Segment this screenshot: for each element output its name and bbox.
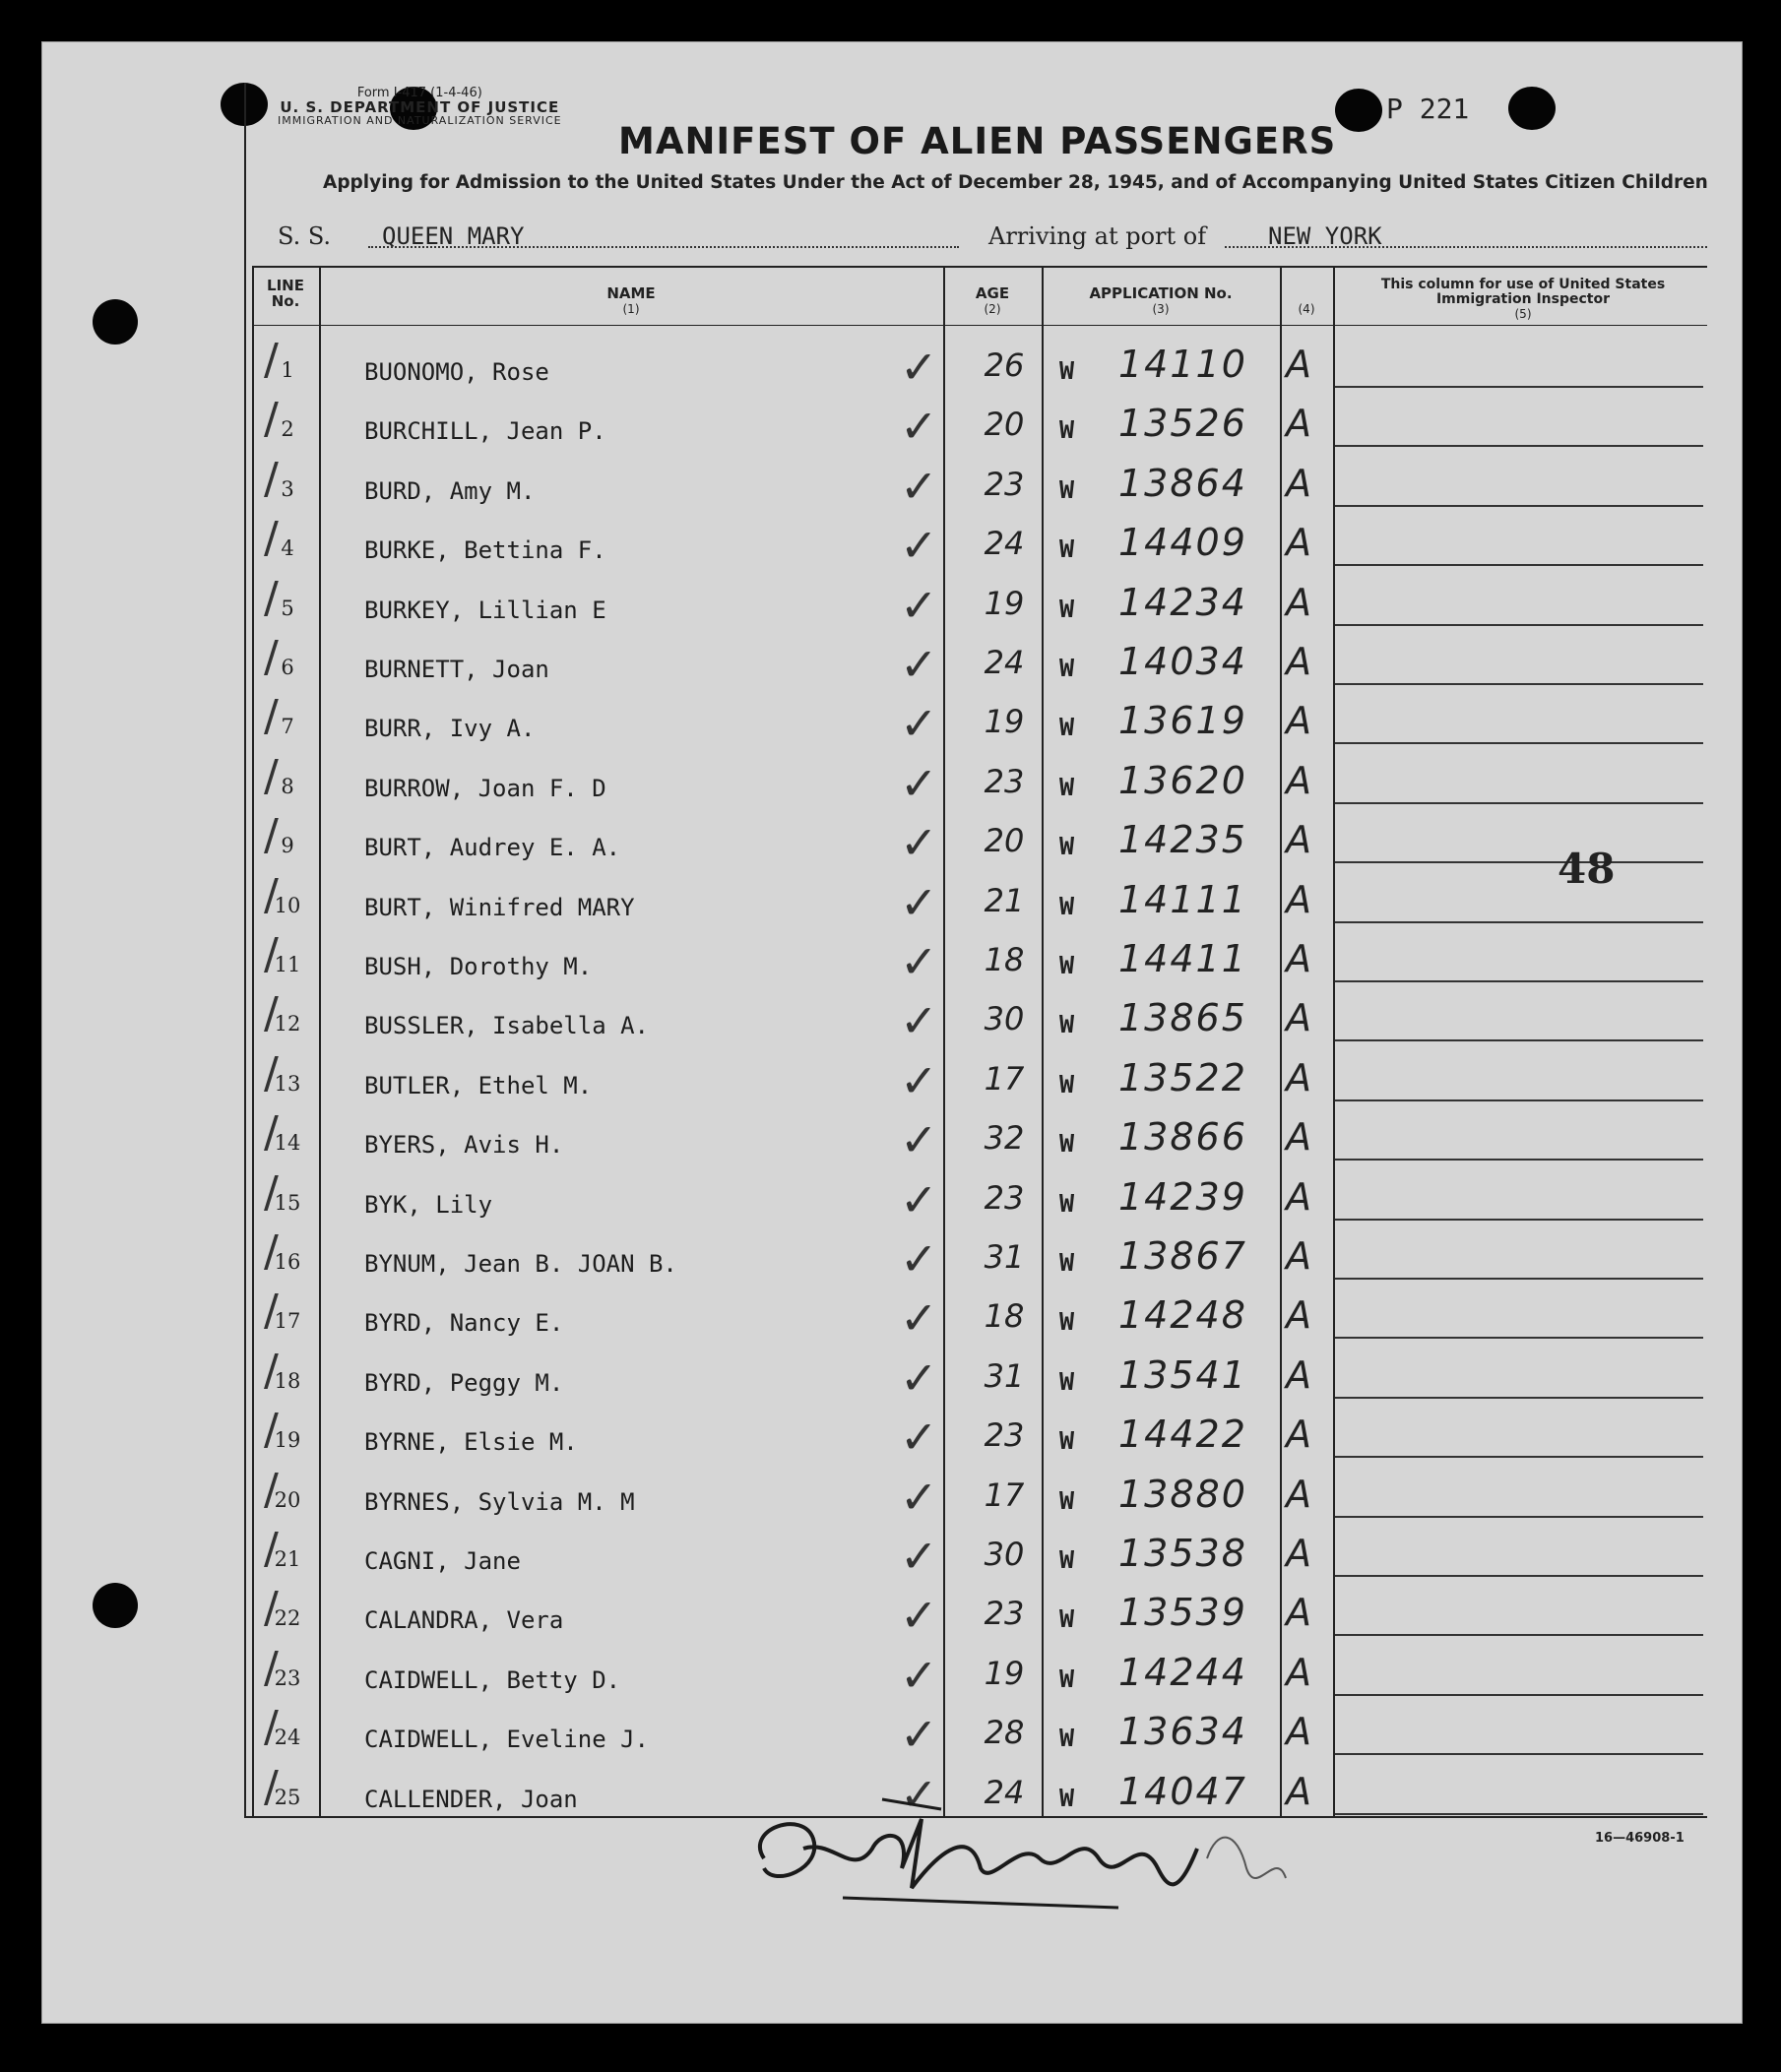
- application-number: 13619: [1118, 699, 1247, 743]
- line-tick-mark: /: [264, 1524, 279, 1574]
- page-subtitle: Applying for Admission to the United States Under the Act of December 28, 1945, and of Accompanying United States Citizen Children: [323, 172, 1708, 193]
- passenger-name: BUTLER, Ethel M.: [364, 1071, 593, 1099]
- line-tick-mark: /: [264, 750, 279, 801]
- check-mark: ✓: [900, 935, 938, 988]
- application-prefix: W: [1059, 1664, 1075, 1693]
- line-number: 7: [281, 715, 294, 739]
- passenger-age: 32: [984, 1119, 1025, 1158]
- form-info: [278, 87, 562, 128]
- passenger-name: BUONOMO, Rose: [364, 358, 549, 386]
- ink-blot: [1335, 89, 1382, 132]
- check-mark: ✓: [900, 1470, 938, 1524]
- col-header-application-label: APPLICATION No.: [1089, 284, 1233, 302]
- application-number: 13864: [1118, 461, 1247, 505]
- line-number: 2: [281, 417, 294, 442]
- line-tick-mark: /: [264, 1107, 279, 1159]
- passenger-name: BYRD, Nancy E.: [364, 1309, 564, 1338]
- line-tick-mark: /: [264, 513, 279, 564]
- line-tick-mark: /: [264, 691, 279, 742]
- application-number: 14411: [1118, 937, 1247, 980]
- table-row: [252, 925, 1707, 988]
- port-label: Arriving at port of: [988, 222, 1207, 250]
- application-number: 14110: [1118, 343, 1247, 386]
- check-mark: ✓: [900, 1172, 938, 1226]
- status-code: A: [1286, 1055, 1311, 1099]
- application-number: 14239: [1118, 1174, 1247, 1219]
- application-number: 14234: [1118, 580, 1247, 624]
- status-code: A: [1286, 877, 1311, 921]
- application-prefix: W: [1059, 415, 1075, 445]
- line-number: 17: [274, 1309, 301, 1334]
- passenger-age: 24: [984, 525, 1025, 563]
- line-number: 13: [274, 1071, 301, 1096]
- line-tick-mark: /: [264, 1642, 279, 1693]
- line-number: 5: [281, 596, 294, 620]
- status-code: A: [1286, 1532, 1311, 1575]
- passenger-name: BURCHILL, Jean P.: [364, 417, 606, 446]
- passenger-name: CAGNI, Jane: [364, 1547, 521, 1575]
- application-prefix: W: [1059, 594, 1075, 623]
- table-row: [252, 866, 1707, 929]
- status-code: A: [1286, 758, 1311, 802]
- line-number: 9: [281, 834, 294, 858]
- table-row: [252, 450, 1707, 513]
- application-prefix: W: [1059, 654, 1075, 682]
- check-mark: ✓: [900, 1530, 938, 1583]
- line-number: 22: [274, 1606, 301, 1631]
- application-number: 13522: [1118, 1055, 1247, 1099]
- passenger-name: BUSH, Dorothy M.: [364, 953, 593, 980]
- status-code: A: [1286, 343, 1311, 386]
- application-number: 14111: [1118, 877, 1247, 921]
- table-row: [252, 509, 1707, 573]
- table-row: [252, 984, 1707, 1048]
- passenger-age: 19: [984, 584, 1025, 622]
- passenger-age: 30: [984, 1000, 1025, 1038]
- passenger-name: CALLENDER, Joan: [364, 1785, 578, 1813]
- check-mark: ✓: [900, 1291, 938, 1346]
- passenger-age: 18: [984, 941, 1025, 978]
- passenger-age: 23: [984, 1416, 1025, 1455]
- line-number: 14: [274, 1131, 301, 1156]
- check-mark: ✓: [900, 816, 938, 870]
- check-mark: ✓: [900, 1589, 938, 1643]
- passenger-age: 17: [984, 1059, 1025, 1098]
- table-row: [252, 1579, 1707, 1643]
- inspector-line: [1335, 505, 1703, 507]
- application-prefix: W: [1059, 1010, 1075, 1039]
- application-prefix: W: [1059, 1248, 1075, 1277]
- status-code: A: [1286, 1352, 1311, 1397]
- line-number: 21: [274, 1547, 301, 1571]
- passenger-name: BURD, Amy M.: [364, 476, 536, 505]
- check-mark: ✓: [900, 519, 938, 573]
- line-number: 11: [274, 953, 301, 976]
- line-tick-mark: /: [264, 1702, 279, 1753]
- port-name: NEW YORK: [1268, 222, 1382, 250]
- application-prefix: W: [1059, 1426, 1075, 1456]
- application-prefix: W: [1059, 1129, 1075, 1159]
- application-number: 13620: [1118, 758, 1247, 802]
- line-number: 24: [274, 1726, 301, 1750]
- application-prefix: W: [1059, 713, 1075, 742]
- status-code: A: [1286, 1769, 1311, 1813]
- line-number: 16: [274, 1250, 301, 1274]
- application-prefix: W: [1059, 1307, 1075, 1337]
- application-prefix: W: [1059, 534, 1075, 564]
- check-mark: ✓: [900, 1053, 938, 1107]
- passenger-age: 23: [984, 1178, 1025, 1217]
- passenger-name: BURR, Ivy A.: [364, 715, 536, 743]
- table-row: [252, 747, 1707, 810]
- passenger-name: BUSSLER, Isabella A.: [364, 1012, 649, 1040]
- passenger-name: CAIDWELL, Betty D.: [364, 1665, 621, 1694]
- line-tick-mark: /: [264, 453, 279, 504]
- table-row: [252, 390, 1707, 454]
- col-header-age: [945, 285, 1040, 317]
- application-number: 14244: [1118, 1650, 1247, 1694]
- inspector-line: [1335, 1634, 1703, 1636]
- ship-info: [278, 220, 1707, 250]
- table-row: [252, 1698, 1707, 1762]
- application-prefix: W: [1059, 1545, 1075, 1574]
- col-header-name-num: (1): [622, 302, 640, 316]
- line-number: 20: [274, 1487, 301, 1512]
- left-rule: [244, 83, 246, 1817]
- check-mark: ✓: [900, 638, 938, 691]
- check-mark: ✓: [900, 994, 938, 1048]
- table-row: [252, 1342, 1707, 1405]
- check-mark: ✓: [900, 578, 938, 632]
- inspector-line: [1335, 861, 1703, 863]
- inspector-line: [1335, 1813, 1703, 1815]
- line-tick-mark: /: [264, 632, 279, 682]
- status-code: A: [1286, 402, 1311, 446]
- inspector-line: [1335, 1039, 1703, 1041]
- passenger-age: 24: [984, 1773, 1025, 1811]
- inspector-line: [1335, 564, 1703, 566]
- line-tick-mark: /: [264, 929, 279, 979]
- table-row: [252, 1223, 1707, 1286]
- inspector-line: [1335, 386, 1703, 388]
- line-number: 1: [281, 358, 294, 382]
- application-prefix: W: [1059, 832, 1075, 861]
- check-mark: ✓: [900, 875, 938, 929]
- application-prefix: W: [1059, 1069, 1075, 1099]
- status-code: A: [1286, 640, 1311, 683]
- line-tick-mark: /: [264, 869, 279, 920]
- form-number: Form I-417 (1-4-46): [356, 86, 482, 100]
- col-header-name-label: NAME: [606, 284, 656, 302]
- passenger-name: BURT, Winifred MARY: [364, 893, 635, 921]
- application-number: 13526: [1118, 402, 1247, 446]
- inspector-line: [1335, 742, 1703, 744]
- table-top-rule: [252, 266, 1707, 268]
- application-number: 14047: [1118, 1769, 1247, 1813]
- passenger-age: 30: [984, 1536, 1025, 1573]
- line-number: 4: [281, 536, 294, 561]
- form-code: 16—46908-1: [1595, 1831, 1685, 1846]
- col-header-inspector: [1351, 278, 1695, 322]
- application-number: 13867: [1118, 1234, 1247, 1278]
- line-tick-mark: /: [264, 1761, 279, 1812]
- line-number: 12: [274, 1012, 301, 1036]
- check-mark: ✓: [900, 756, 938, 810]
- line-tick-mark: /: [264, 810, 279, 861]
- status-code: A: [1286, 818, 1311, 862]
- application-number: 13866: [1118, 1115, 1247, 1160]
- col-header-age-num: (2): [984, 302, 1001, 316]
- status-code: A: [1286, 461, 1311, 505]
- line-tick-mark: /: [264, 1286, 279, 1337]
- inspector-line: [1335, 1575, 1703, 1577]
- line-tick-mark: /: [264, 1583, 279, 1634]
- check-mark: ✓: [900, 1411, 938, 1465]
- table-row: [252, 331, 1707, 394]
- passenger-age: 21: [984, 881, 1025, 919]
- check-mark: ✓: [900, 1113, 938, 1167]
- table-row: [252, 1520, 1707, 1583]
- service: IMMIGRATION AND NATURALIZATION SERVICE: [278, 114, 562, 127]
- line-number: 18: [274, 1368, 301, 1393]
- application-number: 14409: [1118, 521, 1247, 565]
- line-tick-mark: /: [264, 572, 279, 623]
- col-header-application: [1044, 285, 1278, 317]
- table-row: [252, 1044, 1707, 1107]
- status-code: A: [1286, 996, 1311, 1040]
- line-number: 15: [274, 1190, 301, 1215]
- line-tick-mark: /: [264, 335, 279, 385]
- inspector-line: [1335, 1516, 1703, 1518]
- line-number: 3: [281, 476, 294, 501]
- count-stamp: 48: [1558, 845, 1616, 893]
- check-mark: ✓: [900, 341, 938, 394]
- ink-blot: [1508, 87, 1556, 130]
- application-number: 14248: [1118, 1293, 1247, 1338]
- col-header-inspector-num: (5): [1514, 307, 1532, 321]
- inspector-line: [1335, 1219, 1703, 1221]
- passenger-age: 17: [984, 1476, 1025, 1514]
- inspector-line: [1335, 624, 1703, 626]
- line-tick-mark: /: [264, 1345, 279, 1396]
- check-mark: ✓: [900, 697, 938, 751]
- passenger-name: BURNETT, Joan: [364, 656, 549, 683]
- application-number: 13880: [1118, 1472, 1247, 1516]
- status-code: A: [1286, 1650, 1311, 1694]
- passenger-age: 20: [984, 406, 1025, 444]
- check-mark: ✓: [900, 459, 938, 513]
- inspector-line: [1335, 802, 1703, 804]
- passenger-name: CAIDWELL, Eveline J.: [364, 1726, 649, 1754]
- col-header-line-no: LINE No.: [267, 277, 304, 310]
- passenger-age: 26: [984, 346, 1025, 384]
- check-mark: ✓: [900, 400, 938, 454]
- passenger-age: 24: [984, 644, 1025, 681]
- application-prefix: W: [1059, 1366, 1075, 1396]
- punch-hole-top: [93, 299, 138, 345]
- line-tick-mark: /: [264, 1405, 279, 1456]
- passenger-name: BYERS, Avis H.: [364, 1131, 564, 1160]
- inspector-line: [1335, 980, 1703, 982]
- application-prefix: W: [1059, 1485, 1075, 1515]
- passenger-age: 31: [984, 1238, 1025, 1276]
- passenger-name: BYRNE, Elsie M.: [364, 1428, 578, 1457]
- check-mark: ✓: [900, 1350, 938, 1405]
- status-code: A: [1286, 1293, 1311, 1338]
- line-tick-mark: /: [264, 1226, 279, 1277]
- passenger-name: BYRNES, Sylvia M. M: [364, 1487, 635, 1516]
- application-prefix: W: [1059, 891, 1075, 920]
- passenger-age: 20: [984, 822, 1025, 860]
- passenger-age: 28: [984, 1714, 1025, 1752]
- line-number: 8: [281, 774, 294, 798]
- application-prefix: W: [1059, 772, 1075, 801]
- table-row: [252, 1461, 1707, 1524]
- inspector-signature: [744, 1789, 1296, 1917]
- col-header-inspector-label: This column for use of United States Immigration Inspector: [1380, 277, 1666, 307]
- application-prefix: W: [1059, 1783, 1075, 1812]
- table-row: [252, 1401, 1707, 1465]
- table-row: [252, 1282, 1707, 1346]
- page-title: MANIFEST OF ALIEN PASSENGERS: [618, 120, 1337, 162]
- inspector-line: [1335, 1694, 1703, 1696]
- line-number: 10: [274, 893, 301, 917]
- line-tick-mark: /: [264, 988, 279, 1039]
- inspector-line: [1335, 921, 1703, 923]
- inspector-line: [1335, 445, 1703, 447]
- passenger-name: BURKEY, Lillian E: [364, 596, 606, 624]
- inspector-line: [1335, 1278, 1703, 1280]
- table-row: [252, 1163, 1707, 1224]
- ship-label: S. S.: [278, 222, 332, 250]
- application-prefix: W: [1059, 474, 1075, 504]
- check-mark: ✓: [900, 1232, 938, 1286]
- line-tick-mark: /: [264, 1047, 279, 1099]
- status-code: A: [1286, 699, 1311, 743]
- passenger-name: BURROW, Joan F. D: [364, 774, 606, 802]
- application-number: 14235: [1118, 818, 1247, 862]
- application-number: 13538: [1118, 1532, 1247, 1575]
- check-mark: ✓: [900, 1708, 938, 1762]
- inspector-line: [1335, 1397, 1703, 1399]
- inspector-line: [1335, 1159, 1703, 1161]
- passenger-name: BURT, Audrey E. A.: [364, 834, 621, 862]
- line-tick-mark: /: [264, 1464, 279, 1515]
- application-prefix: W: [1059, 356, 1075, 385]
- inspector-line: [1335, 1753, 1703, 1755]
- check-mark: ✓: [900, 1767, 938, 1821]
- status-code: A: [1286, 937, 1311, 980]
- application-number: 13541: [1118, 1352, 1247, 1397]
- line-number: 19: [274, 1428, 301, 1453]
- check-mark: ✓: [900, 1648, 938, 1702]
- passenger-name: BYRD, Peggy M.: [364, 1368, 564, 1397]
- line-tick-mark: /: [264, 394, 279, 445]
- line-number: 25: [274, 1785, 301, 1809]
- inspector-line: [1335, 683, 1703, 685]
- col-header-4-num: (4): [1298, 302, 1315, 316]
- status-code: A: [1286, 1413, 1311, 1457]
- passenger-age: 18: [984, 1297, 1025, 1336]
- application-number: 14422: [1118, 1413, 1247, 1457]
- application-number: 13865: [1118, 996, 1247, 1040]
- table-row: [252, 1103, 1707, 1167]
- col-header-application-num: (3): [1152, 302, 1170, 316]
- status-code: A: [1286, 580, 1311, 624]
- passenger-age: 23: [984, 1595, 1025, 1633]
- table-row: [252, 628, 1707, 691]
- status-code: A: [1286, 1710, 1311, 1754]
- inspector-line: [1335, 1099, 1703, 1101]
- table-row: [252, 569, 1707, 632]
- passenger-name: BURKE, Bettina F.: [364, 536, 606, 565]
- ship-name: QUEEN MARY: [382, 222, 525, 250]
- passenger-name: BYK, Lily: [364, 1190, 493, 1219]
- line-number: 6: [281, 656, 294, 679]
- page-number: P 221: [1386, 93, 1470, 125]
- status-code: A: [1286, 1472, 1311, 1516]
- passenger-age: 23: [984, 762, 1025, 800]
- status-code: A: [1286, 521, 1311, 565]
- passenger-age: 31: [984, 1356, 1025, 1395]
- status-code: A: [1286, 1234, 1311, 1278]
- col-header-age-label: AGE: [975, 284, 1010, 302]
- passenger-age: 19: [984, 1654, 1025, 1692]
- application-number: 14034: [1118, 640, 1247, 683]
- passenger-name: CALANDRA, Vera: [364, 1606, 564, 1635]
- table-row: [252, 687, 1707, 751]
- passenger-age: 23: [984, 465, 1025, 503]
- table-row: [252, 1639, 1707, 1702]
- line-tick-mark: /: [264, 1166, 279, 1218]
- status-code: A: [1286, 1115, 1311, 1160]
- application-prefix: W: [1059, 1188, 1075, 1218]
- inspector-line: [1335, 1456, 1703, 1458]
- application-prefix: W: [1059, 1724, 1075, 1753]
- col-header-4: [1282, 301, 1331, 317]
- application-prefix: W: [1059, 951, 1075, 979]
- status-code: A: [1286, 1174, 1311, 1219]
- passenger-age: 19: [984, 703, 1025, 741]
- header-rule: [252, 325, 1707, 326]
- application-number: 13539: [1118, 1591, 1247, 1635]
- application-prefix: W: [1059, 1604, 1075, 1634]
- col-header-name: [321, 285, 941, 317]
- application-number: 13634: [1118, 1710, 1247, 1754]
- department: U. S. DEPARTMENT OF JUSTICE: [280, 98, 560, 116]
- passenger-name: BYNUM, Jean B. JOAN B.: [364, 1250, 677, 1278]
- inspector-line: [1335, 1337, 1703, 1339]
- punch-hole-middle: [93, 1583, 138, 1628]
- status-code: A: [1286, 1591, 1311, 1635]
- line-number: 23: [274, 1665, 301, 1690]
